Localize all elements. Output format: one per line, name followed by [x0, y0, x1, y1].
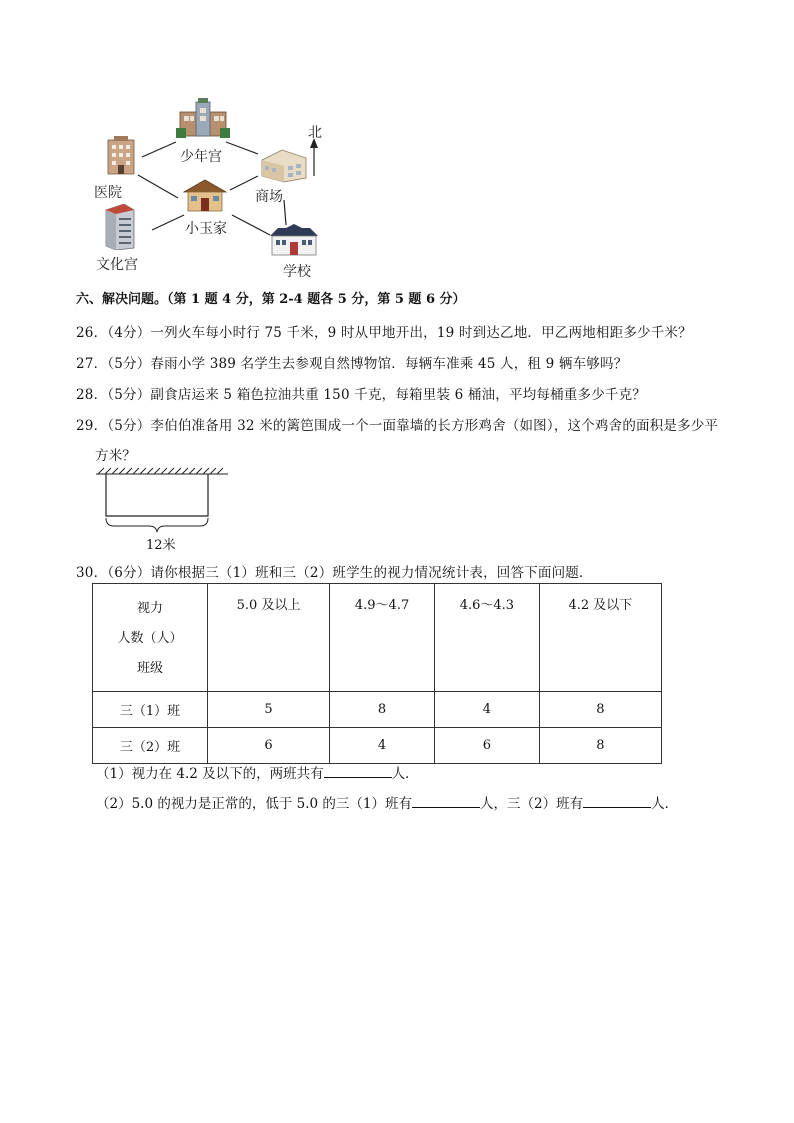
header-vision: 视力 [136, 601, 163, 616]
sub-question-2-middle: 人，三（2）班有 [480, 796, 584, 812]
answer-blank-2[interactable] [412, 795, 480, 808]
table-row [93, 728, 662, 764]
width-brace [106, 518, 208, 532]
sub-question-1-unit: 人． [391, 766, 419, 782]
line-youth-mall [226, 142, 258, 154]
sub-question-2-unit: 人． [651, 796, 679, 812]
label-home: 小玉家 [185, 221, 227, 237]
line-home-mall [230, 176, 258, 190]
table-cell: 8 [539, 728, 661, 764]
sub-question-1-text: （1）视力在 4.2 及以下的，两班共有 [96, 766, 324, 782]
table-cell: 8 [539, 692, 661, 728]
question-26: 26．（4分）一列火车每小时行 75 千米，9 时从甲地开出，19 时到达乙地．甲乙两地相距多少千米？ [76, 325, 692, 341]
sub-question-2 [96, 792, 678, 812]
label-culture-palace: 文化宫 [96, 257, 138, 273]
line-hospital-home [138, 175, 178, 198]
question-27: 27．（5分）春雨小学 389 名学生去参观自然博物馆．每辆车准乘 45 人，租 9 辆车够吗？ [76, 356, 628, 372]
table-cell: 5 [208, 692, 330, 728]
column-header: 4.2 及以下 [539, 584, 661, 692]
label-mall: 商场 [255, 189, 283, 205]
table-header-row [93, 584, 662, 692]
table-cell: 6 [208, 728, 330, 764]
vision-statistics-table [92, 583, 662, 764]
location-map [80, 90, 340, 285]
label-school: 学校 [283, 264, 311, 280]
row-label: 三（2）班 [93, 728, 208, 764]
youth-palace-building-icon [176, 98, 230, 138]
label-youth-palace: 少年宫 [180, 149, 222, 165]
answer-blank-1[interactable] [324, 765, 392, 778]
line-hospital-youth [142, 142, 176, 157]
home-house-icon [182, 178, 228, 212]
column-header: 5.0 及以上 [208, 584, 330, 692]
label-hospital: 医院 [94, 185, 122, 201]
sub-question-1 [96, 762, 419, 782]
table-cell: 4 [434, 692, 539, 728]
column-header: 4.6～4.3 [434, 584, 539, 692]
answer-blank-3[interactable] [583, 795, 651, 808]
line-culture-home [152, 215, 184, 230]
section-title: 六、解决问题。（第 1 题 4 分，第 2-4 题各 5 分，第 5 题 6 分） [76, 292, 466, 307]
table-row [93, 692, 662, 728]
label-north: 北 [308, 125, 322, 141]
table-cell: 6 [434, 728, 539, 764]
sub-question-2-text: （2）5.0 的视力是正常的，低于 5.0 的三（1）班有 [96, 796, 412, 812]
question-30: 30．（6分）请你根据三（1）班和三（2）班学生的视力情况统计表，回答下面问题． [76, 565, 593, 581]
header-class: 班级 [136, 661, 163, 676]
wall-hatching [98, 468, 223, 474]
hospital-building-icon [104, 136, 138, 176]
school-building-icon [268, 224, 320, 256]
question-29-line-1: 29．（5分）李伯伯准备用 32 米的篱笆围成一个一面靠墙的长方形鸡舍（如图），这个鸡舍的面积是多少平 [76, 418, 719, 434]
column-header: 4.9～4.7 [330, 584, 435, 692]
row-label: 三（1）班 [93, 692, 208, 728]
culture-palace-building-icon [102, 204, 136, 250]
table-cell: 8 [330, 692, 435, 728]
question-28: 28．（5分）副食店运来 5 箱色拉油共重 150 千克，每箱里装 6 桶油，平均每桶重多少千克？ [76, 387, 647, 403]
table-cell: 4 [330, 728, 435, 764]
fence-outline [106, 474, 208, 516]
header-count: 人数（人） [117, 631, 183, 646]
coop-width-label: 12米 [146, 538, 176, 553]
line-home-school [232, 215, 270, 235]
mall-building-icon [258, 148, 308, 184]
question-29-line-2: 方米？ [95, 448, 137, 464]
table-corner-cell [93, 584, 208, 692]
line-mall-school [284, 200, 286, 225]
